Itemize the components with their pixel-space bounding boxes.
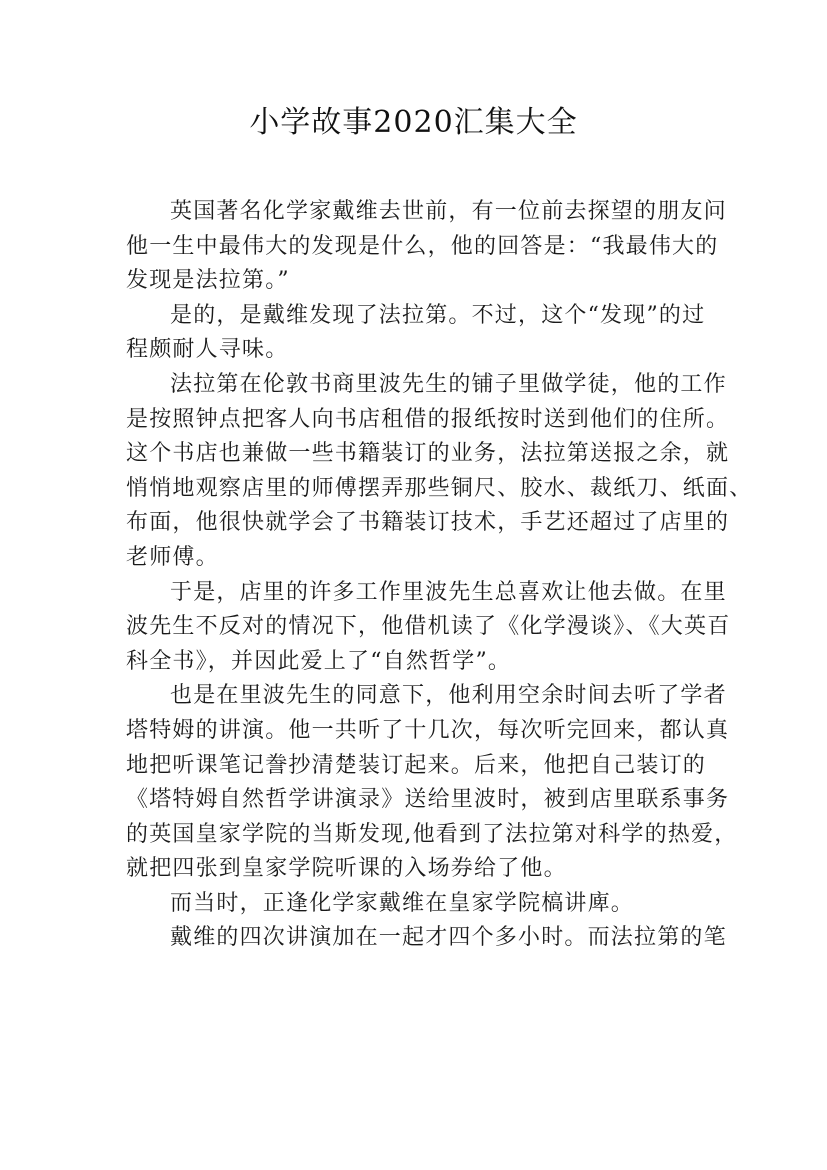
paragraph-5-line-1: 也是在里波先生的同意下，他利用空余时间去听了学者 <box>170 683 727 709</box>
paragraph-5-line-5: 的英国皇家学院的当斯发现,他看到了法拉第对科学的热爱， <box>126 821 738 847</box>
paragraph-3-line-1: 法拉第在伦敦书商里波先生的铺子里做学徒，他的工作 <box>170 371 727 397</box>
paragraph-4-line-2: 波先生不反对的情况下，他借机读了《化学漫谈》、《大英百 <box>126 614 731 640</box>
paragraph-3-line-5: 布面，他很快就学会了书籍装订技术，手艺还超过了店里的 <box>126 510 730 536</box>
paragraph-5-line-4: 《塔特姆自然哲学讲演录》送给里波时，被到店里联系事务 <box>126 787 730 813</box>
paragraph-4-line-3: 科全书》，并因此爱上了“自然哲学”。 <box>126 648 512 674</box>
document-title: 小学故事2020汇集大全 <box>249 105 578 140</box>
paragraph-1-line-1: 英国著名化学家戴维去世前，有一位前去探望的朋友问 <box>170 199 727 224</box>
paragraph-5-line-6: 就把四张到皇家学院听课的入场券给了他。 <box>126 856 567 882</box>
paragraph-5-line-3: 地把听课笔记誊抄清楚装订起来。后来，他把自己装订的 <box>126 752 707 778</box>
paragraph-2-line-1: 是的，是戴维发现了法拉第。不过，这个“发现”的过 <box>170 302 706 328</box>
paragraph-7-line-1: 戴维的四次讲演加在一起才四个多小时。而法拉第的笔 <box>170 925 727 951</box>
paragraph-2-line-2: 程颇耐人寻味。 <box>126 337 289 363</box>
paragraph-1-line-3: 发现是法拉第。” <box>126 268 290 294</box>
document-body <box>126 195 753 956</box>
paragraph-3-line-2: 是按照钟点把客人向书店租借的报纸按时送到他们的住所。 <box>126 406 730 432</box>
paragraph-3-line-4: 悄悄地观察店里的师傅摆弄那些铜尺、胶水、裁纸刀、纸面、 <box>126 475 753 501</box>
paragraph-6-line-1: 而当时，正逢化学家戴维在皇家学院槁讲庳。 <box>170 890 635 916</box>
paragraph-3-line-3: 这个书店也兼做一些书籍装订的业务，法拉第送报之余，就 <box>126 441 730 467</box>
paragraph-1-line-2: 他一生中最伟大的发现是什么，他的回答是：“我最伟大的 <box>126 233 719 259</box>
paragraph-5-line-2: 塔特姆的讲演。他一共听了十几次，每次听完回来，都认真 <box>126 717 730 743</box>
paragraph-4-line-1: 于是，店里的许多工作里波先生总喜欢让他去做。在里 <box>170 579 727 605</box>
paragraph-3-line-6: 老师傅。 <box>126 544 219 570</box>
